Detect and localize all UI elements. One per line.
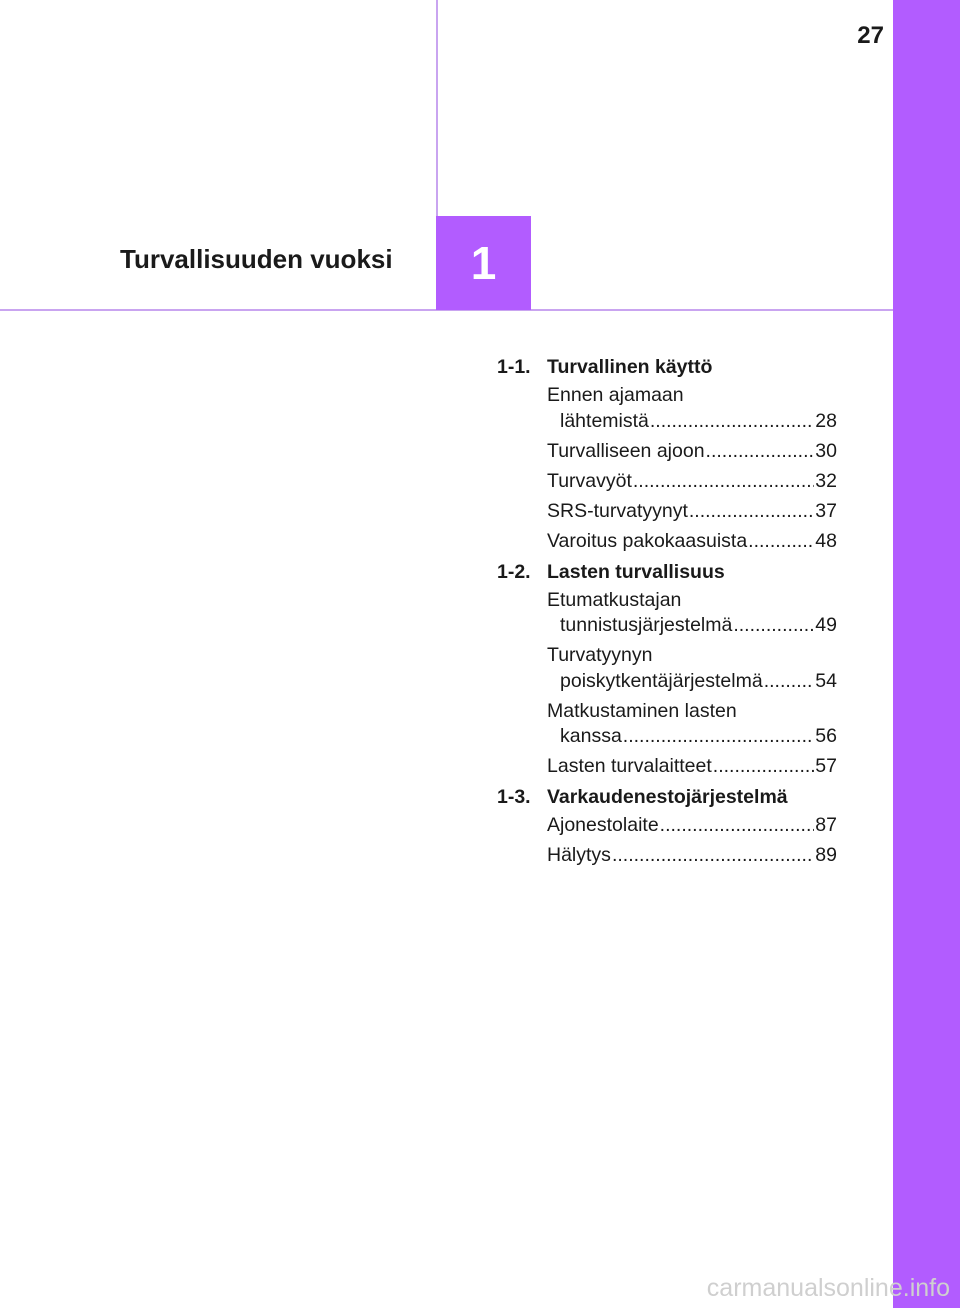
toc-entry[interactable]: [547, 439, 837, 465]
section-heading[interactable]: [497, 354, 837, 380]
toc-entry[interactable]: [547, 813, 837, 839]
dot-leader: [650, 409, 814, 435]
dot-leader: [764, 669, 815, 695]
entry-page-number: 54: [815, 669, 837, 692]
entry-page-number: 28: [815, 409, 837, 432]
dot-leader: [706, 439, 815, 465]
entry-title-line2: kanssa: [560, 725, 622, 747]
toc-section-1-1: [497, 354, 837, 554]
entry-page-number: 49: [815, 614, 837, 636]
entry-page-number: 48: [815, 529, 837, 552]
dot-leader: [748, 529, 814, 555]
toc-entry[interactable]: [547, 469, 837, 495]
entry-title: Turvavyöt: [547, 469, 632, 492]
toc-entry[interactable]: [547, 383, 837, 434]
table-of-contents: [497, 354, 837, 873]
entry-page-number: 89: [815, 844, 837, 866]
entry-page-number: 32: [815, 469, 837, 492]
dot-leader: [660, 813, 815, 839]
toc-entry[interactable]: [547, 643, 837, 694]
entry-title-line2: lähtemistä: [560, 409, 649, 432]
toc-entry[interactable]: [547, 529, 837, 555]
toc-entry[interactable]: [547, 699, 837, 750]
chapter-title: Turvallisuuden vuoksi: [120, 244, 393, 274]
entry-title: Varoitus pakokaasuista: [547, 529, 748, 552]
section-number: 1-2.: [497, 560, 531, 583]
entry-title: Ajonestolaite: [547, 814, 659, 836]
watermark: carmanualsonline.info: [706, 1274, 950, 1302]
entry-page-number: 30: [815, 439, 837, 462]
section-heading[interactable]: [497, 559, 837, 585]
entry-title-line1: Turvatyynyn: [547, 644, 653, 666]
entry-page-number: 87: [815, 814, 837, 836]
section-title: Lasten turvallisuus: [547, 560, 725, 583]
section-title: Varkaudenestojärjestelmä: [547, 786, 788, 808]
entry-title-line2: poiskytkentäjärjestelmä: [560, 669, 763, 692]
toc-section-1-2: [497, 559, 837, 780]
chapter-number-box: 1: [436, 216, 531, 310]
section-title: Turvallinen käyttö: [547, 356, 713, 378]
chapter-side-tab: [893, 0, 960, 1308]
entry-title-line1: Ennen ajamaan: [547, 384, 684, 406]
entry-title: Hälytys: [547, 844, 611, 866]
entry-page-number: 56: [815, 725, 837, 747]
entry-title-line2: tunnistusjärjestelmä: [560, 614, 733, 636]
toc-section-1-3: [497, 784, 837, 869]
section-number: 1-3.: [497, 786, 531, 808]
toc-entry[interactable]: [547, 843, 837, 869]
dot-leader: [733, 613, 814, 639]
toc-entry[interactable]: [547, 588, 837, 639]
toc-entry[interactable]: [547, 499, 837, 525]
section-heading[interactable]: [497, 784, 837, 810]
header-divider-vertical: [436, 0, 438, 216]
entry-title: Turvalliseen ajoon: [547, 439, 705, 462]
section-number: 1-1.: [497, 356, 531, 378]
entry-title-line1: Etumatkustajan: [547, 588, 682, 611]
entry-title: Lasten turvalaitteet: [547, 755, 712, 777]
dot-leader: [633, 469, 814, 495]
page-number: 27: [857, 22, 884, 49]
entry-page-number: 57: [815, 755, 837, 777]
dot-leader: [713, 754, 815, 780]
dot-leader: [689, 499, 814, 525]
dot-leader: [612, 843, 814, 869]
entry-page-number: 37: [815, 499, 837, 522]
toc-entry[interactable]: [547, 754, 837, 780]
dot-leader: [623, 724, 815, 750]
entry-title: SRS-turvatyynyt: [547, 499, 688, 522]
entry-title-line1: Matkustaminen lasten: [547, 699, 737, 722]
